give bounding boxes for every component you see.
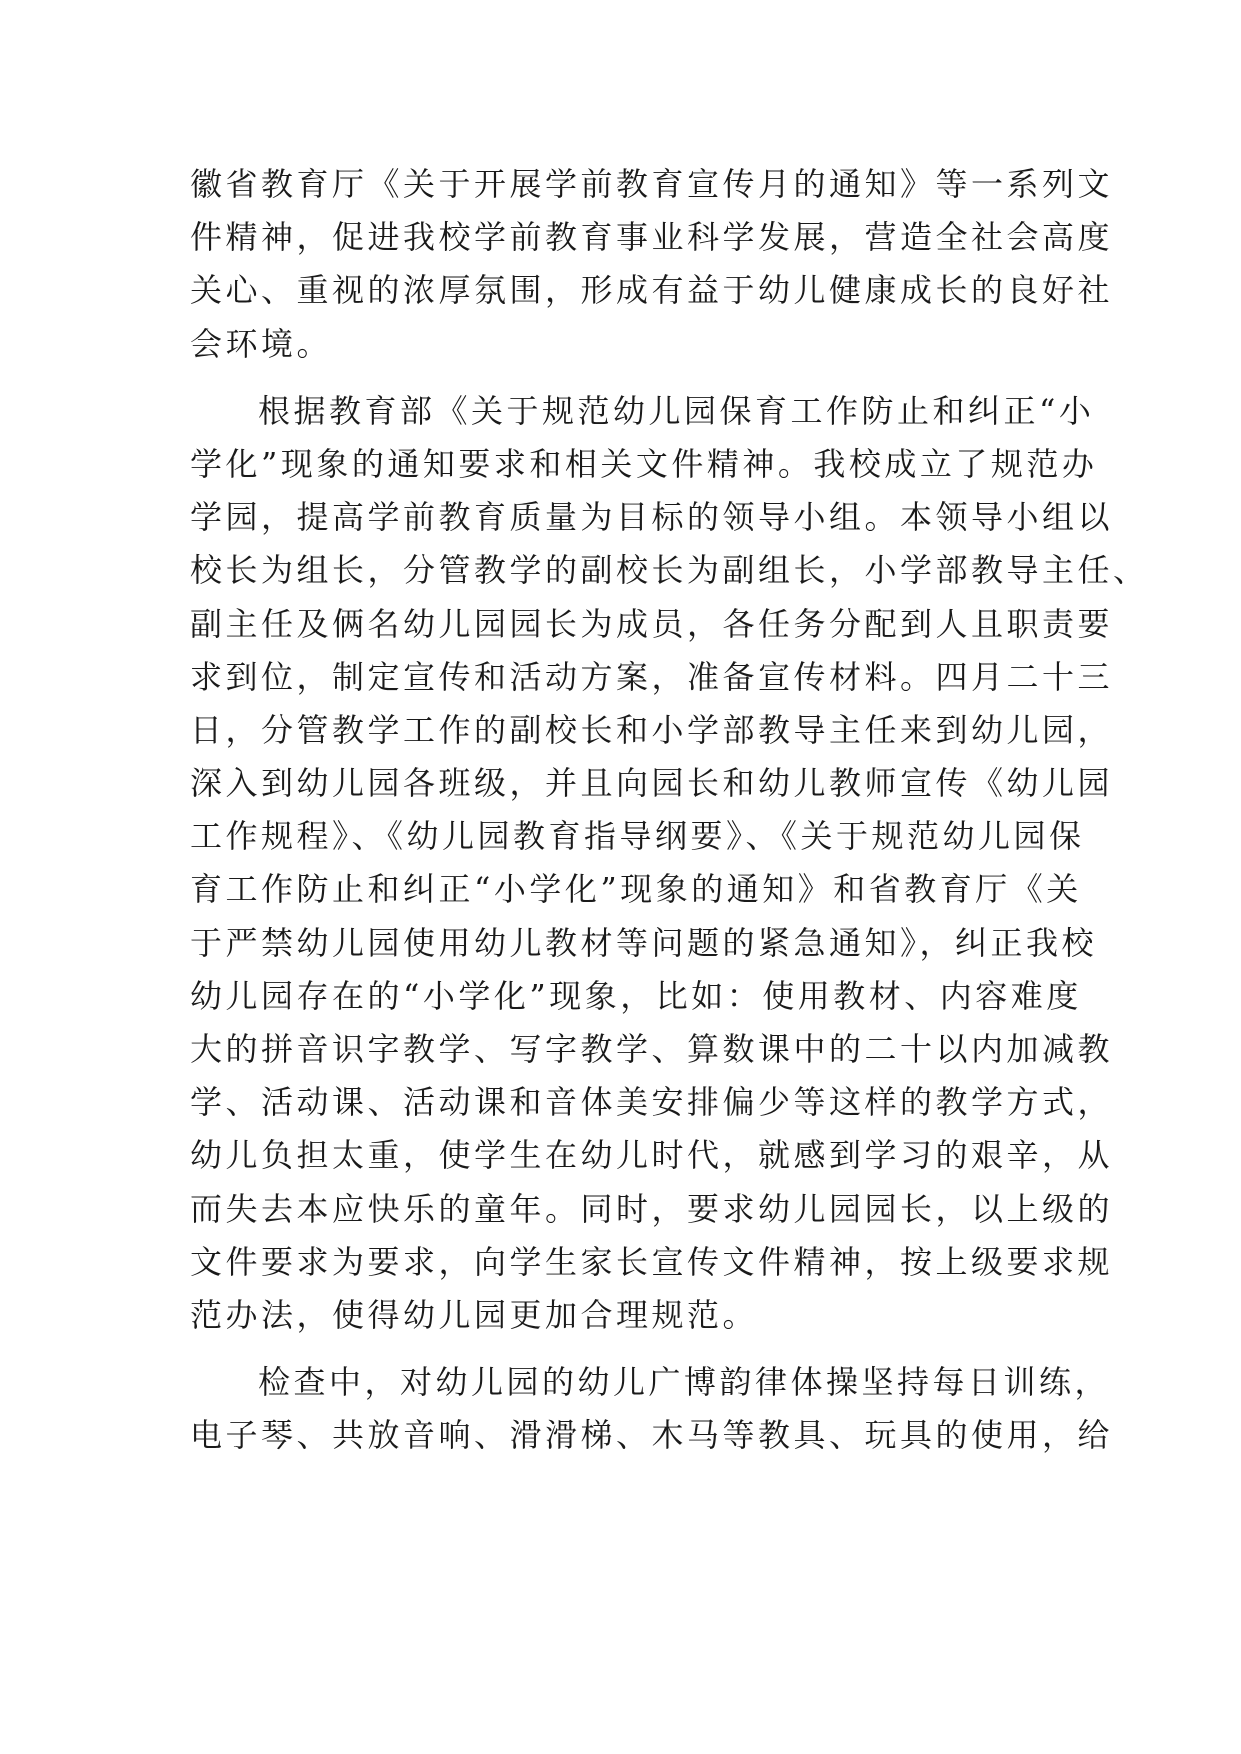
text-line: 关心、重视的浓厚氛围，形成有益于幼儿健康成长的良好社	[190, 271, 1114, 310]
paragraph	[190, 385, 1149, 1342]
text-line: 大的拼音识字教学、写字教学、算数课中的二十以内加减教	[190, 1030, 1114, 1068]
paragraph-gap	[190, 371, 1050, 385]
text-line: 于严禁幼儿园使用幼儿教材等问题的紧急通知》，纠正我校	[190, 923, 1098, 962]
text-line: 日，分管教学工作的副校长和小学部教导主任来到幼儿园，	[190, 710, 1114, 749]
text-line: 检查中，对幼儿园的幼儿广博韵律体操坚持每日训练，	[258, 1363, 1111, 1402]
text-line: 求到位，制定宣传和活动方案，准备宣传材料。四月二十三	[190, 657, 1114, 696]
document-body	[190, 158, 1149, 1463]
text-line: 而失去本应快乐的童年。同时，要求幼儿园园长，以上级的	[190, 1189, 1114, 1228]
text-line: 学化”现象的通知要求和相关文件精神。我校成立了规范办	[190, 444, 1098, 483]
text-line: 文件要求为要求，向学生家长宣传文件精神，按上级要求规	[190, 1242, 1114, 1281]
text-line: 学、活动课、活动课和音体美安排偏少等这样的教学方式，	[190, 1083, 1114, 1122]
text-line: 范办法，使得幼儿园更加合理规范。	[190, 1295, 759, 1334]
text-line: 件精神，促进我校学前教育事业科学发展，营造全社会高度	[190, 218, 1114, 257]
text-line: 副主任及俩名幼儿园园长为成员，各任务分配到人且职责要	[190, 604, 1114, 643]
paragraph	[190, 158, 1114, 371]
text-line: 幼儿负担太重，使学生在幼儿时代，就感到学习的艰辛，从	[190, 1136, 1114, 1175]
text-line: 深入到幼儿园各班级，并且向园长和幼儿教师宣传《幼儿园	[190, 764, 1114, 803]
text-line: 育工作防止和纠正“小学化”现象的通知》和省教育厅《关	[190, 870, 1082, 909]
paragraph-gap	[190, 1342, 1050, 1356]
text-line: 会环境。	[190, 324, 333, 363]
text-line: 徽省教育厅《关于开展学前教育宣传月的通知》等一系列文	[190, 165, 1114, 203]
text-line: 幼儿园存在的“小学化”现象，比如：使用教材、内容难度	[190, 976, 1082, 1015]
paragraph	[190, 1356, 1114, 1462]
text-line: 工作规程》、《幼儿园教育指导纲要》、《关于规范幼儿园保	[190, 817, 1085, 856]
text-line: 校长为组长，分管教学的副校长为副组长，小学部教导主任、	[190, 551, 1149, 590]
text-line: 电子琴、共放音响、滑滑梯、木马等教具、玩具的使用，给	[190, 1416, 1114, 1455]
text-line: 学园，提高学前教育质量为目标的领导小组。本领导小组以	[190, 498, 1114, 537]
text-line: 根据教育部《关于规范幼儿园保育工作防止和纠正“小	[258, 391, 1095, 430]
